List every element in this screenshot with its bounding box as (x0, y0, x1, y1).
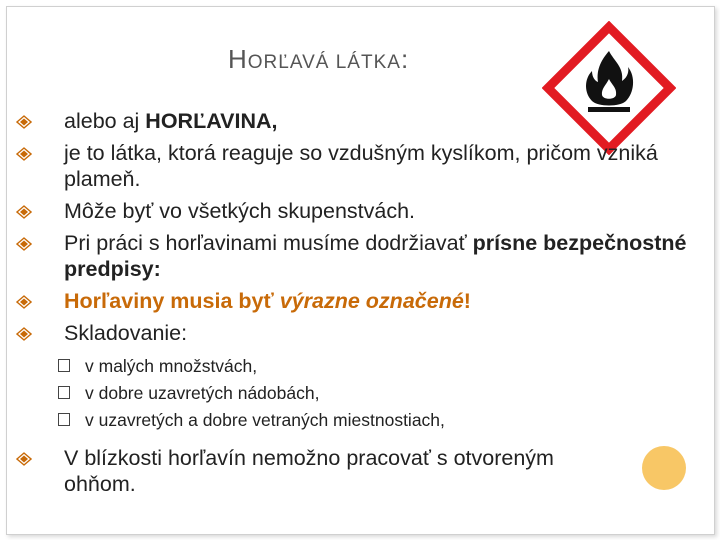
slide-title: HORĽAVÁ LÁTKA: (228, 44, 410, 74)
diamond-bullet-icon (16, 295, 32, 309)
bullet-list (16, 108, 696, 503)
list-item: je to látka, ktorá reaguje so vzdušným kyslíkom, pričom vzniká plameň. (16, 140, 696, 192)
diamond-bullet-icon (16, 452, 32, 466)
list-item: Horľaviny musia byť výrazne označené! (16, 288, 696, 314)
diamond-bullet-icon (16, 205, 32, 219)
decorative-circle (642, 446, 686, 490)
sub-list-item: v dobre uzavretých nádobách, (16, 383, 696, 404)
diamond-bullet-icon (16, 327, 32, 341)
list-item: Môže byť vo všetkých skupenstvách. (16, 198, 696, 224)
list-item: Pri práci s horľavinami musíme dodržiavať prísne bezpečnostné predpisy: (16, 230, 696, 282)
diamond-bullet-icon (16, 147, 32, 161)
box-bullet-icon (58, 386, 70, 399)
box-bullet-icon (58, 359, 70, 372)
list-item: alebo aj HORĽAVINA, (16, 108, 696, 134)
list-item: V blízkosti horľavín nemožno pracovať s otvoreným ohňom. (16, 445, 696, 497)
sub-list-item: v uzavretých a dobre vetraných miestnostiach, (16, 410, 696, 431)
diamond-bullet-icon (16, 115, 32, 129)
diamond-bullet-icon (16, 237, 32, 251)
sub-list-item: v malých množstvách, (16, 356, 696, 377)
list-item: Skladovanie: (16, 320, 696, 346)
box-bullet-icon (58, 413, 70, 426)
